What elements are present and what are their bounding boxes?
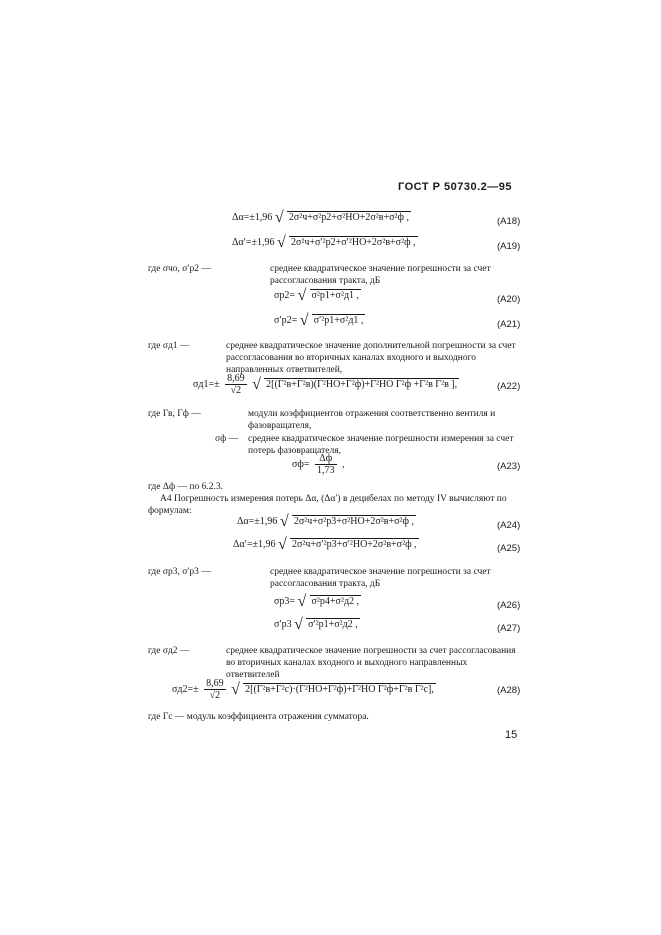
equation-a19 [232,237,418,248]
equation-number: (А24) [497,520,521,531]
equation-lhs: Δα′=±1,96 [233,539,276,550]
equation-tail: , [342,458,345,470]
equation-lhs: Δα′=±1,96 [232,237,275,248]
fraction [225,373,247,396]
equation-number: (А21) [497,319,521,330]
radical [298,596,362,607]
equation-number: (А26) [497,600,521,611]
where-label: где σд1 — [148,341,190,351]
radical [300,315,366,326]
equation-lhs: σф= [292,458,310,470]
where-label: σф — [215,434,239,444]
equation-number: (А25) [497,543,521,554]
equation-lhs: Δα=±1,96 [237,516,278,527]
equation-number: (А27) [497,623,521,634]
radicand: σ²р4+σ²д2 , [311,596,360,607]
equation-lhs: σ′р3 [274,619,292,630]
equation-number: (А19) [497,241,521,252]
fraction [315,453,337,476]
where-description: модули коэффициентов отражения соответственно вентиля и фазовращателя, [248,409,496,431]
where-description: среднее квадратическое значение погрешности за счет рассогласования тракта, дБ [270,567,491,589]
equation-a27 [274,619,360,630]
equation-number: (А22) [497,381,521,392]
equation-number: (А20) [497,294,521,305]
equation-a24 [237,516,416,527]
document-header: ГОСТ Р 50730.2—95 [398,181,512,193]
equation-a28 [172,678,436,701]
where-description: среднее квадратическое значение погрешности за счет рассогласования тракта, дБ [270,264,491,286]
radical [275,212,411,223]
radical [298,290,362,301]
radical [231,684,436,695]
numerator: 8,69 [227,373,245,384]
equation-a20 [274,290,361,301]
radicand: 2σ²ч+σ²р2+σ²НО+2σ²в+σ²ф , [288,212,409,223]
radical [294,619,360,630]
radicand: σ²р1+σ²д1 , [311,290,360,301]
radicand: 2[(Г²в+Г²с)·(Г²НО+Г²ф)+Г²НО Г²ф+Г²в Г²с], [245,683,434,695]
radicand: 2σ²ч+σ′²р3+σ′²НО+2σ²в+σ²ф , [292,539,417,550]
where-description: среднее квадратическое значение погрешности за счет рассогласования во вторичных каналах входного и выходного направленных ответвителей [226,646,516,680]
denominator: 1,73 [317,465,335,476]
where-label: где σд2 — [148,646,190,656]
equation-lhs: σр3= [274,596,296,607]
radicand: 2[(Г²в+Г²в)(Г²НО+Г²ф)+Г²НО Г²ф +Г²в Г²в ], [266,378,458,390]
where-label: где Гв, Гф — [148,409,201,419]
equation-a26 [274,596,361,607]
equation-a22 [193,373,459,396]
equation-number: (А28) [497,685,521,696]
equation-a21 [274,315,365,326]
fraction [204,678,226,701]
radical [278,539,419,550]
radicand: σ′²р1+σ²д2 , [308,619,358,630]
denominator: √2 [230,385,242,396]
where-description: среднее квадратическое значение погрешности измерения за счет потерь фазовращателя, [248,434,514,456]
equation-lhs: σ′р2= [274,315,298,326]
where-label: где σр3, σ′р3 — [148,567,211,577]
section-a4-paragraph: А4 Погрешность измерения потерь Δα, (Δα′) в децибелах по методу IV вычисляют по формулам: [148,494,507,516]
equation-number: (А23) [497,461,521,472]
reference-note: где Δф — по 6.2.3. [148,482,223,492]
equation-lhs: Δα=±1,96 [232,212,273,223]
radical [252,379,459,390]
numerator: 8,69 [206,678,224,689]
denominator: √2 [209,690,221,701]
radicand: 2σ²ч+σ′²р2+σ′²НО+2σ²в+σ²ф , [291,237,416,248]
equation-lhs: σд2=± [172,683,199,695]
where-label: где σчо, σ′р2 — [148,264,211,274]
page-number: 15 [505,729,518,741]
equation-number: (А18) [497,216,521,227]
equation-a25 [233,539,419,550]
where-description: среднее квадратическое значение дополнительной погрешности за счет рассогласования во вторичных каналах входного и выходного направленных ответвителей, [226,341,516,375]
radicand: 2σ²ч+σ²р3+σ²НО+2σ²в+σ²ф , [293,516,414,527]
radical [280,516,416,527]
numerator: Δф [315,453,337,465]
equation-a18 [232,212,411,223]
radical [277,237,418,248]
equation-lhs: σр2= [274,290,296,301]
radicand: σ′²р1+σ²д1 , [313,315,364,326]
equation-a23 [292,453,345,476]
equation-lhs: σд1=± [193,378,220,390]
where-note: где Гс — модуль коэффициента отражения сумматора. [148,712,369,722]
